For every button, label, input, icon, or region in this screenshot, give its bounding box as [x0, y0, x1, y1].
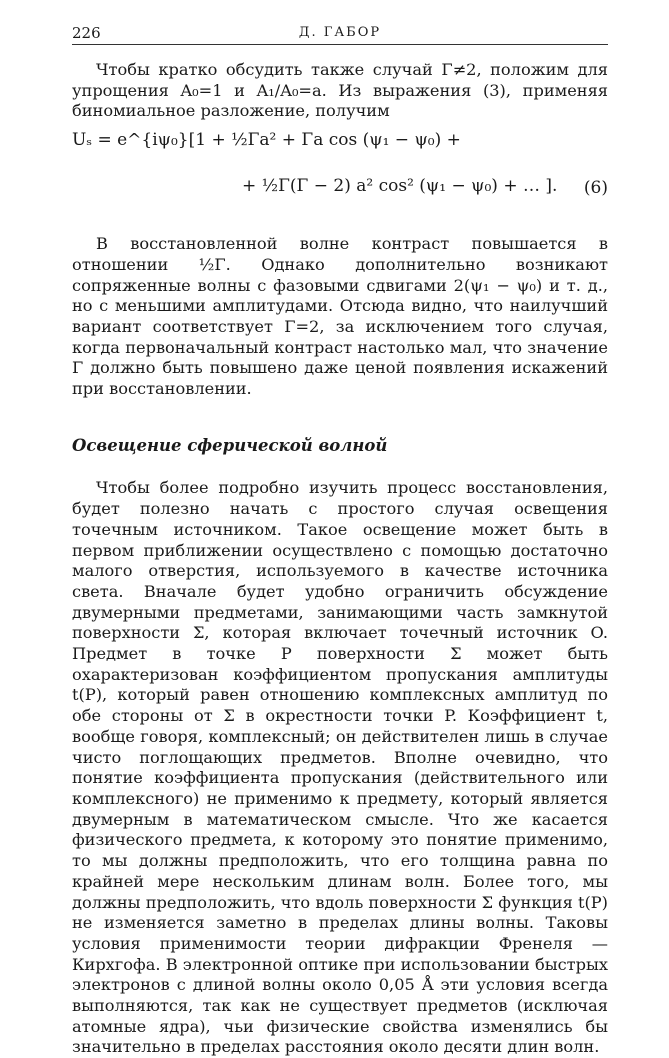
page-number: 226	[72, 24, 101, 42]
paragraph-intro: Чтобы кратко обсудить также случай Γ≠2, положим для упрощения A₀=1 и A₁/A₀=a. Из выражения (3), применяя биномиальное разложение, получим	[72, 60, 608, 121]
equation-line-2: + ½Γ(Γ − 2) a² cos² (ψ₁ − ψ₀) + … ].	[242, 176, 558, 197]
page-header	[72, 24, 608, 46]
page-body	[72, 60, 608, 1058]
equation-line-1: Uₛ = e^{iψ₀}[1 + ½Γa² + Γa cos (ψ₁ − ψ₀) +	[72, 130, 461, 151]
paragraph-contrast: В восстановленной волне контраст повышается в отношении ½Γ. Однако дополнительно возникают сопряженные волны с фазовыми сдвигами 2(ψ₁ − ψ₀) и т. д., но с меньшими амплитудами. Отсюда видно, что наилучший вариант соответствует Γ=2, за исключением того случая, когда первоначальный контраст настолько мал, что значение Γ должно быть повышено даже ценой появления искажений при восстановлении.	[72, 234, 608, 399]
running-title: Д. ГАБОР	[298, 25, 382, 40]
section-title: Освещение сферической волной	[72, 435, 388, 455]
equation-number: (6)	[583, 178, 608, 199]
equation-6	[72, 126, 608, 228]
header-rule	[72, 44, 608, 45]
paragraph-spherical-wave: Чтобы более подробно изучить процесс восстановления, будет полезно начать с простого случая освещения точечным источником. Такое освещение может быть в первом приближении осуществлено с помощью достаточно малого отверстия, используемого в качестве источника света. Вначале будет удобно ограничить обсуждение двумерными предметами, занимающими часть замкнутой поверхности Σ, которая включает точечный источник O. Предмет в точке P поверхности Σ может быть охарактеризован коэффициентом пропускания амплитуды t(P), который равен отношению комплексных амплитуд по обе стороны от Σ в окрестности точки P. Коэффициент t, вообще говоря, комплексный; он действителен лишь в случае чисто поглощающих предметов. Вполне очевидно, что понятие коэффициента пропускания (действительного или комплексного) не применимо к предмету, который является двумерным в математическом смысле. Что же касается физического предмета, к которому это понятие применимо, то мы должны предположить, что его толщина равна по крайней мере нескольким длинам волн. Более того, мы должны предположить, что вдоль поверхности Σ функция t(P) не изменяется заметно в пределах длины волны. Таковы условия применимости теории дифракции Френеля — Кирхгофа. В электронной оптике при использовании быстрых электронов с длиной волны около 0,05 Å эти условия всегда выполняются, так как не существует предметов (исключая атомные ядра), чьи физические свойства изменялись бы значительно в пределах расстояния около десяти длин волн.	[72, 478, 608, 1057]
